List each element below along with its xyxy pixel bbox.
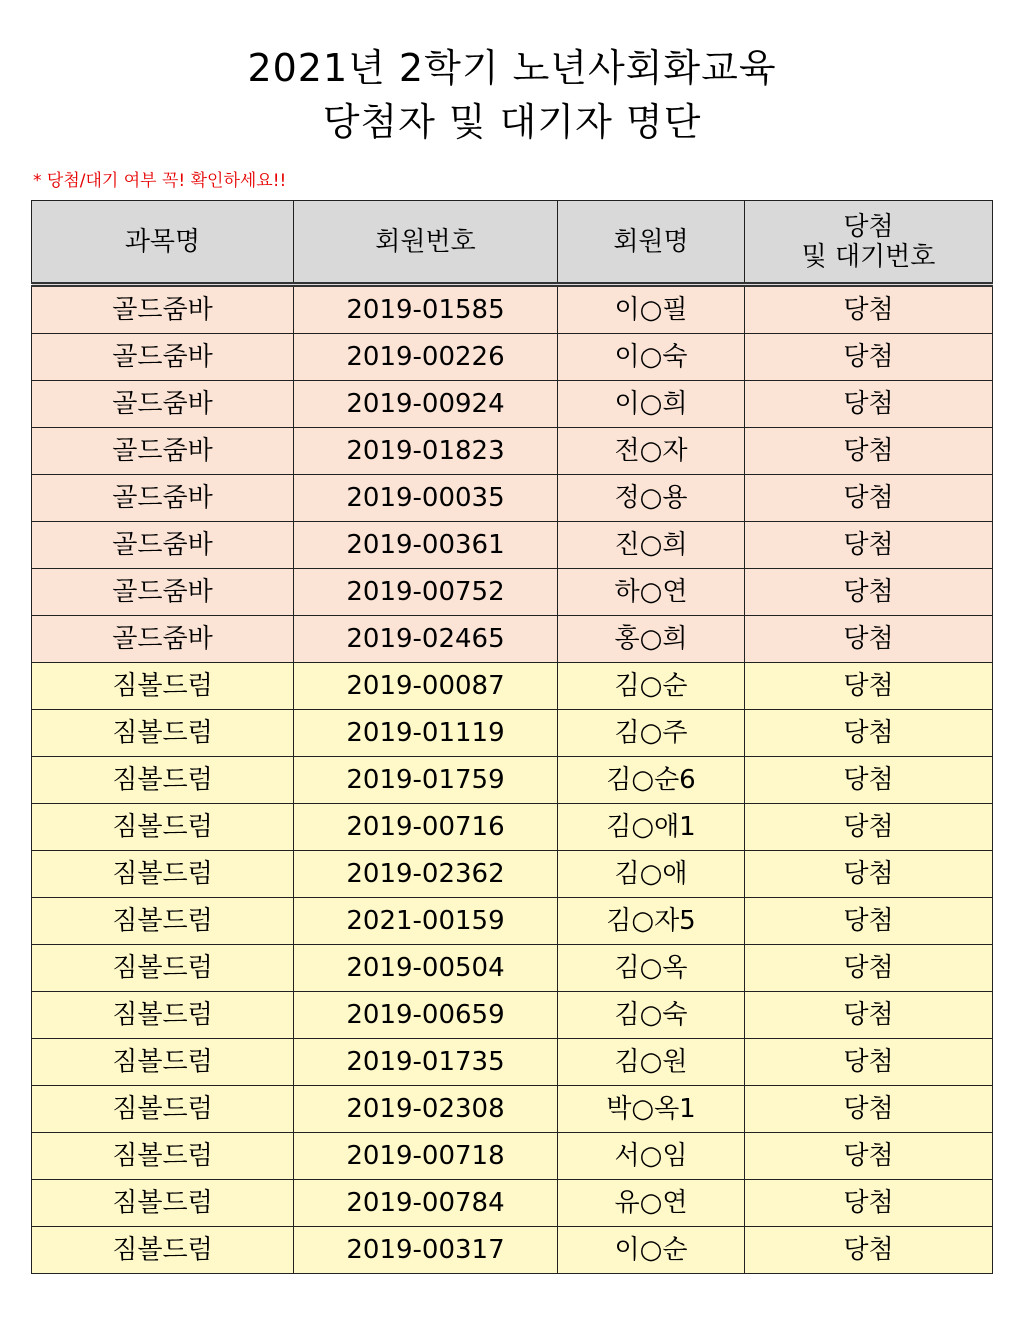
subject-cell: 짐볼드럼: [32, 1086, 294, 1133]
result-cell: 당첨: [745, 1133, 993, 1180]
table-body: [32, 285, 993, 1274]
result-cell: 당첨: [745, 1039, 993, 1086]
subject-cell: 짐볼드럼: [32, 663, 294, 710]
result-cell: 당첨: [745, 945, 993, 992]
member-no-cell: 2021-00159: [294, 898, 558, 945]
member-name-cell: 김○옥: [558, 945, 745, 992]
member-no-cell: 2019-00659: [294, 992, 558, 1039]
subject-cell: 짐볼드럼: [32, 992, 294, 1039]
result-cell: 당첨: [745, 1227, 993, 1274]
member-name-cell: 김○애1: [558, 804, 745, 851]
table-row: [32, 475, 993, 522]
result-cell: 당첨: [745, 663, 993, 710]
table-row: [32, 945, 993, 992]
subject-cell: 골드줌바: [32, 285, 294, 334]
subject-cell: 짐볼드럼: [32, 898, 294, 945]
table-row: [32, 522, 993, 569]
subject-cell: 골드줌바: [32, 475, 294, 522]
member-no-cell: 2019-02362: [294, 851, 558, 898]
header-result-line1: 당첨: [843, 211, 894, 242]
result-cell: 당첨: [745, 428, 993, 475]
result-cell: 당첨: [745, 804, 993, 851]
member-name-cell: 김○애: [558, 851, 745, 898]
member-name-cell: 서○임: [558, 1133, 745, 1180]
table-row: [32, 381, 993, 428]
table-header-row: [32, 201, 993, 285]
member-name-cell: 김○순: [558, 663, 745, 710]
member-name-cell: 진○희: [558, 522, 745, 569]
member-no-cell: 2019-01119: [294, 710, 558, 757]
subject-cell: 짐볼드럼: [32, 851, 294, 898]
member-no-cell: 2019-00716: [294, 804, 558, 851]
table-row: [32, 1086, 993, 1133]
member-name-cell: 김○주: [558, 710, 745, 757]
header-result: [745, 201, 993, 285]
member-no-cell: 2019-00361: [294, 522, 558, 569]
header-member-name: 회원명: [558, 201, 745, 285]
table-row: [32, 710, 993, 757]
roster-table: [31, 200, 993, 1274]
member-name-cell: 이○숙: [558, 334, 745, 381]
member-no-cell: 2019-00317: [294, 1227, 558, 1274]
result-cell: 당첨: [745, 851, 993, 898]
member-no-cell: 2019-02308: [294, 1086, 558, 1133]
result-cell: 당첨: [745, 757, 993, 804]
table-row: [32, 1180, 993, 1227]
table-row: [32, 992, 993, 1039]
subject-cell: 짐볼드럼: [32, 804, 294, 851]
result-cell: 당첨: [745, 1180, 993, 1227]
member-name-cell: 김○자5: [558, 898, 745, 945]
table-row: [32, 663, 993, 710]
table-row: [32, 851, 993, 898]
subject-cell: 짐볼드럼: [32, 1180, 294, 1227]
subject-cell: 골드줌바: [32, 616, 294, 663]
member-name-cell: 박○옥1: [558, 1086, 745, 1133]
member-name-cell: 이○희: [558, 381, 745, 428]
subject-cell: 짐볼드럼: [32, 757, 294, 804]
result-cell: 당첨: [745, 710, 993, 757]
result-cell: 당첨: [745, 381, 993, 428]
subject-cell: 골드줌바: [32, 428, 294, 475]
table-row: [32, 757, 993, 804]
header-member-no: 회원번호: [294, 201, 558, 285]
member-no-cell: 2019-00924: [294, 381, 558, 428]
member-name-cell: 김○순6: [558, 757, 745, 804]
member-name-cell: 홍○희: [558, 616, 745, 663]
member-no-cell: 2019-01823: [294, 428, 558, 475]
member-no-cell: 2019-01585: [294, 285, 558, 334]
table-row: [32, 804, 993, 851]
table-row: [32, 1133, 993, 1180]
member-no-cell: 2019-00718: [294, 1133, 558, 1180]
result-cell: 당첨: [745, 475, 993, 522]
result-cell: 당첨: [745, 616, 993, 663]
member-name-cell: 정○용: [558, 475, 745, 522]
table-row: [32, 898, 993, 945]
subject-cell: 골드줌바: [32, 381, 294, 428]
subject-cell: 짐볼드럼: [32, 710, 294, 757]
member-no-cell: 2019-00752: [294, 569, 558, 616]
subject-cell: 골드줌바: [32, 522, 294, 569]
subject-cell: 짐볼드럼: [32, 1133, 294, 1180]
table-row: [32, 334, 993, 381]
table-row: [32, 1227, 993, 1274]
member-name-cell: 이○필: [558, 285, 745, 334]
member-no-cell: 2019-00784: [294, 1180, 558, 1227]
member-no-cell: 2019-02465: [294, 616, 558, 663]
member-no-cell: 2019-00504: [294, 945, 558, 992]
result-cell: 당첨: [745, 1086, 993, 1133]
member-name-cell: 전○자: [558, 428, 745, 475]
member-no-cell: 2019-00035: [294, 475, 558, 522]
result-cell: 당첨: [745, 898, 993, 945]
member-no-cell: 2019-00226: [294, 334, 558, 381]
subject-cell: 짐볼드럼: [32, 945, 294, 992]
member-name-cell: 유○연: [558, 1180, 745, 1227]
member-name-cell: 김○원: [558, 1039, 745, 1086]
member-no-cell: 2019-00087: [294, 663, 558, 710]
table-row: [32, 616, 993, 663]
header-subject: 과목명: [32, 201, 294, 285]
subject-cell: 골드줌바: [32, 569, 294, 616]
member-no-cell: 2019-01759: [294, 757, 558, 804]
member-name-cell: 김○숙: [558, 992, 745, 1039]
page-title: 2021년 2학기 노년사회화교육: [247, 46, 777, 90]
table-row: [32, 428, 993, 475]
page-subtitle: 당첨자 및 대기자 명단: [322, 100, 702, 144]
result-cell: 당첨: [745, 522, 993, 569]
member-name-cell: 이○순: [558, 1227, 745, 1274]
subject-cell: 짐볼드럼: [32, 1227, 294, 1274]
member-name-cell: 하○연: [558, 569, 745, 616]
subject-cell: 짐볼드럼: [32, 1039, 294, 1086]
notice-text: * 당첨/대기 여부 꼭! 확인하세요!!: [33, 171, 287, 191]
result-cell: 당첨: [745, 569, 993, 616]
result-cell: 당첨: [745, 285, 993, 334]
header-result-line2: 및 대기번호: [801, 241, 936, 272]
result-cell: 당첨: [745, 992, 993, 1039]
subject-cell: 골드줌바: [32, 334, 294, 381]
result-cell: 당첨: [745, 334, 993, 381]
table-row: [32, 569, 993, 616]
member-no-cell: 2019-01735: [294, 1039, 558, 1086]
table-row: [32, 285, 993, 334]
table-row: [32, 1039, 993, 1086]
